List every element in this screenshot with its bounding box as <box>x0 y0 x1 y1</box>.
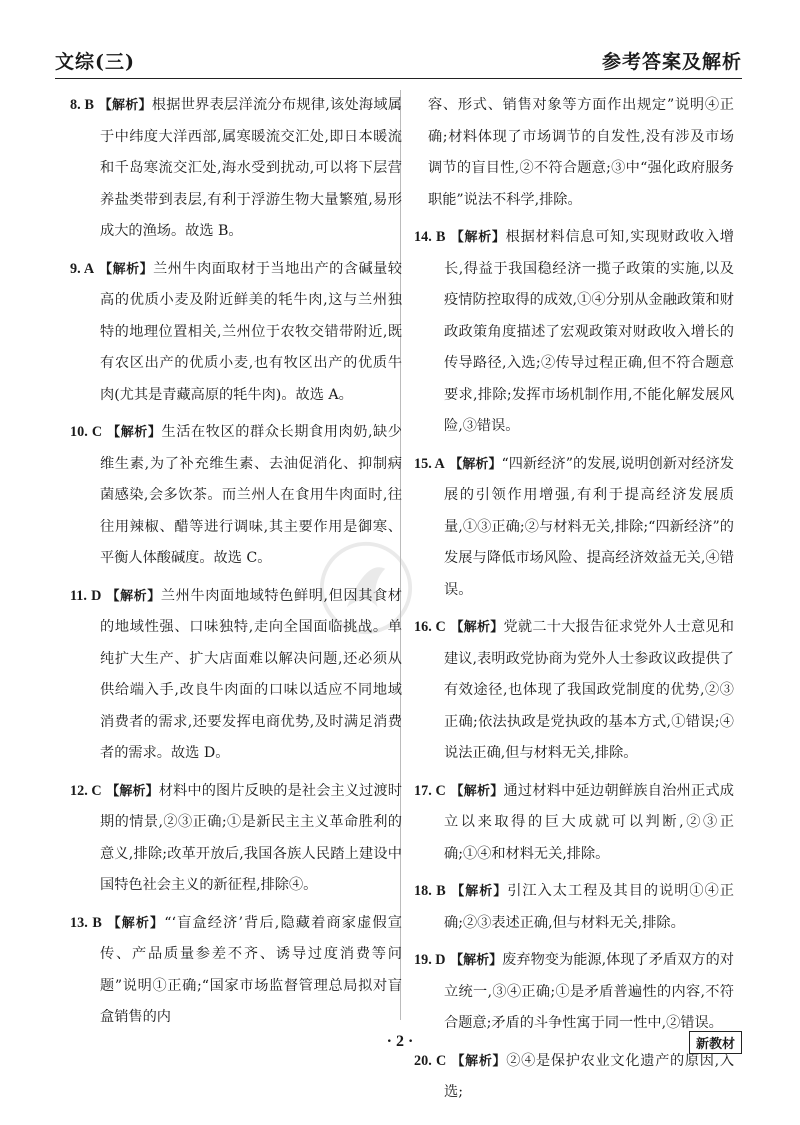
answer-text: 通过材料中延边朝鲜族自治州正式成立以来取得的巨大成就可以判断,②③正确;①④和材料无关,排除。 <box>444 782 734 862</box>
question-number: 20. C <box>414 1052 447 1069</box>
right-column <box>414 90 734 1115</box>
answer-item <box>70 581 402 770</box>
answer-item <box>70 776 402 902</box>
question-number: 16. C <box>414 619 446 635</box>
analysis-tag: 【解析】 <box>106 783 159 799</box>
analysis-tag: 【解析】 <box>106 588 161 604</box>
answer-text: “‘盲盒经济’背后,隐藏着商家虚假宣传、产品质量参差不齐、诱导过度消费等问题”说明①正确;“国家市场监督管理总局拟对盲盒销售的内 <box>100 914 402 1025</box>
analysis-tag: 【解析】 <box>107 425 162 440</box>
page-header <box>55 46 742 74</box>
answer-text: “四新经济”的发展,说明创新对经济发展的引领作用增强,有利于提高经济发展质量,①③正确;②与材料无关,排除;“四新经济”的发展与降低市场风险、提高经济效益无关,④错误。 <box>444 455 734 598</box>
answer-item <box>414 222 734 443</box>
answer-item <box>70 90 402 248</box>
answer-item <box>414 449 734 607</box>
question-number: 19. D <box>414 952 446 968</box>
analysis-tag: 【解析】 <box>107 915 165 931</box>
analysis-tag: 【解析】 <box>99 261 154 277</box>
page-number: · 2 · <box>386 1033 414 1050</box>
answer-text: 材料中的图片反映的是社会主义过渡时期的情景,②③正确;①是新民主主义革命胜利的意义,排除;改革开放后,我国各族人民踏上建设中国特色社会主义的新征程,排除④。 <box>100 782 402 893</box>
header-left-title: 文综(三) <box>55 51 135 73</box>
question-number: 14. B <box>414 229 446 245</box>
answer-text: 根据世界表层洋流分布规律,该处海域属于中纬度大洋西部,属寒暖流交汇处,即日本暖流和千岛寒流交汇处,海水受到扰动,可以将下层营养盐类带到表层,有利于浮游生物大量繁殖,易形成大的渔场。故选 B。 <box>100 97 402 239</box>
answer-text: 废弃物变为能源,体现了矛盾双方的对立统一,③④正确;①是矛盾普遍性的内容,不符合题意;矛盾的斗争性寓于同一性中,②错误。 <box>444 952 734 1031</box>
answer-text: 引江入太工程及其目的说明①④正确;②③表述正确,但与材料无关,排除。 <box>444 883 734 931</box>
question-number: 11. D <box>70 587 102 604</box>
answer-text: 生活在牧区的群众长期食用肉奶,缺少维生素,为了补充维生素、去油促消化、抑制病菌感染,会多饮茶。而兰州人在食用牛肉面时,往往用辣椒、醋等进行调味,其主要作用是御寒、平衡人体酸碱度。故选 C。 <box>100 424 402 566</box>
analysis-tag: 【解析】 <box>98 98 152 113</box>
answer-text: 兰州牛肉面地域特色鲜明,但因其食材的地域性强、口味独特,走向全国面临挑战。单纯扩大生产、扩大店面难以解决问题,还必须从供给端入手,改良牛肉面的口味以适应不同地域消费者的需求,还要发挥电商优势,及时满足消费者的需求。故选 D。 <box>100 587 402 761</box>
edition-badge: 新教材 <box>689 1031 742 1054</box>
question-number: 9. A <box>70 260 95 277</box>
answer-item <box>70 254 402 412</box>
analysis-tag: 【解析】 <box>451 1053 507 1069</box>
answer-item <box>70 417 402 575</box>
answer-item <box>70 908 402 1034</box>
answer-item <box>414 612 734 770</box>
answer-item <box>414 876 734 939</box>
answer-text: 党就二十大报告征求党外人士意见和建议,表明政党协商为党外人士参政议政提供了有效途径,也体现了我国政党制度的优势,②③正确;依法执政是党执政的基本方式,①错误;④说法正确,但与材料无关,排除。 <box>444 619 734 761</box>
analysis-tag: 【解析】 <box>450 953 503 968</box>
analysis-tag: 【解析】 <box>450 783 504 799</box>
continued-text: 容、形式、销售对象等方面作出规定”说明④正确;材料体现了市场调节的自发性,没有涉及市场调节的盲目性,②不符合题意;③中“强化政府服务职能”说法不科学,排除。 <box>428 97 734 208</box>
answer-item <box>414 776 734 871</box>
question-number: 10. C <box>70 424 103 440</box>
analysis-tag: 【解析】 <box>451 884 508 899</box>
answer-text: 根据材料信息可知,实现财政收入增长,得益于我国稳经济一揽子政策的实施,以及疫情防控取得的成效,①④分别从金融政策和财政政策角度描述了宏观政策对财政收入增长的传导路径,入选;②传导过程正确,但不符合题意要求,排除;发挥市场机制作用,不能化解发展风险,③错误。 <box>444 229 734 434</box>
left-column <box>70 90 402 1040</box>
analysis-tag: 【解析】 <box>449 456 502 472</box>
page-footer <box>0 1033 800 1057</box>
question-number: 13. B <box>70 914 102 931</box>
header-rule <box>55 78 742 79</box>
analysis-tag: 【解析】 <box>450 230 506 245</box>
question-number: 15. A <box>414 455 445 472</box>
answer-text: ②④是保护农业文化遗产的原因,入选; <box>444 1052 735 1100</box>
answer-item <box>414 945 734 1040</box>
question-number: 8. B <box>70 97 94 113</box>
header-right-title: 参考答案及解析 <box>601 51 742 73</box>
question-number: 18. B <box>414 883 446 899</box>
question-number: 12. C <box>70 782 102 799</box>
question-number: 17. C <box>414 782 446 799</box>
answer-text: 兰州牛肉面取材于当地出产的含碱量较高的优质小麦及附近鲜美的牦牛肉,这与兰州独特的地理位置相关,兰州位于农牧交错带附近,既有农区出产的优质小麦,也有牧区出产的优质牛肉(尤其是青藏高原的牦牛肉)。故选 A。 <box>100 260 402 403</box>
analysis-tag: 【解析】 <box>450 620 504 635</box>
